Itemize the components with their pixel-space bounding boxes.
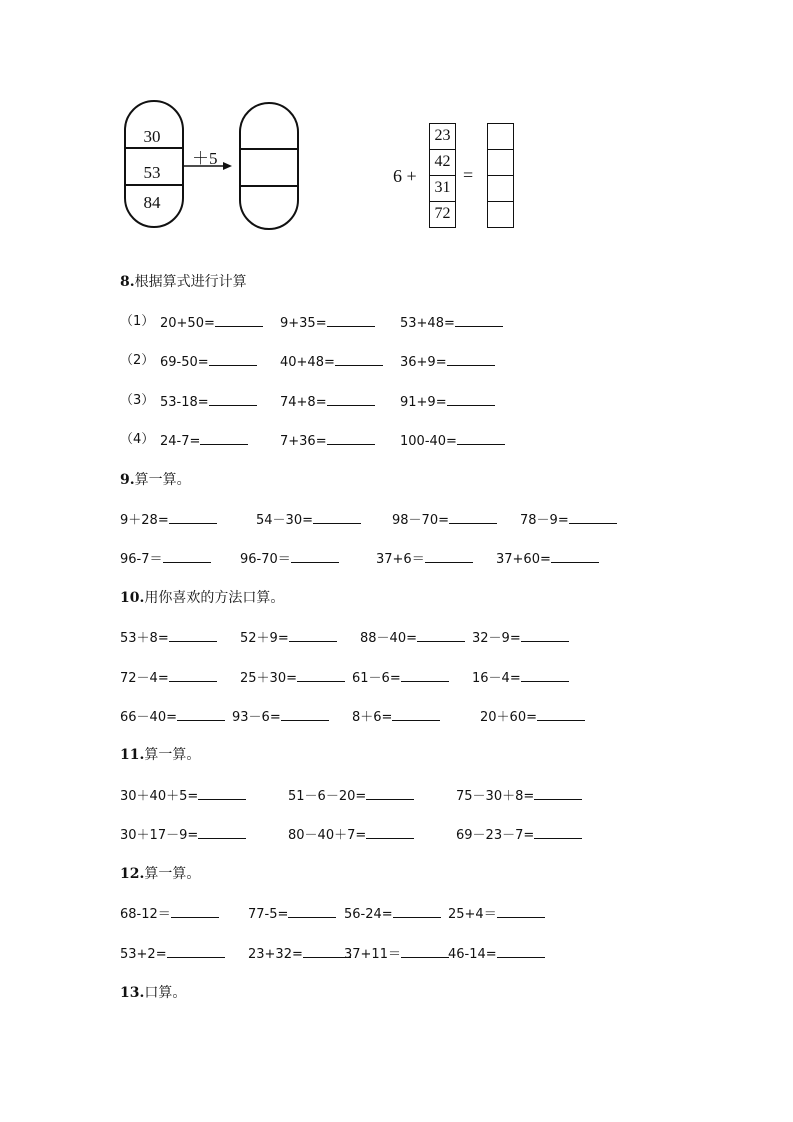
problem-text: 91+9= bbox=[400, 395, 447, 410]
problem bbox=[240, 550, 339, 568]
answer-blank[interactable] bbox=[521, 629, 569, 642]
answer-blank[interactable] bbox=[537, 708, 585, 721]
answer-blank[interactable] bbox=[393, 905, 441, 918]
arrow-icon bbox=[183, 160, 233, 172]
row-label: （2） bbox=[120, 353, 155, 368]
problem-text: 53＋8= bbox=[120, 631, 169, 646]
problem-text: 32－9= bbox=[472, 631, 521, 646]
capsule-value: 84 bbox=[143, 193, 161, 212]
problem bbox=[240, 669, 345, 687]
problem-text: 75－30＋8= bbox=[456, 789, 535, 804]
problem bbox=[120, 945, 225, 963]
section-title: 算一算。 bbox=[134, 472, 191, 488]
problem bbox=[280, 314, 375, 332]
answer-blank[interactable] bbox=[198, 826, 246, 839]
problem-text: 68-12＝ bbox=[120, 907, 171, 922]
problem-text: 53+2= bbox=[120, 947, 167, 962]
problem bbox=[288, 787, 414, 805]
problem bbox=[160, 432, 248, 450]
column-cell: 23 bbox=[429, 123, 456, 150]
problem-text: 30＋17－9= bbox=[120, 828, 199, 843]
problem-text: 9＋28= bbox=[120, 513, 169, 528]
capsule-value: 30 bbox=[143, 127, 161, 146]
problem bbox=[248, 945, 351, 963]
answer-blank[interactable] bbox=[281, 708, 329, 721]
problem bbox=[280, 432, 375, 450]
answer-blank[interactable] bbox=[169, 511, 217, 524]
problem-text: 66－40= bbox=[120, 710, 177, 725]
answer-blank[interactable] bbox=[200, 432, 248, 445]
problem bbox=[240, 629, 337, 647]
problem-text: 40+48= bbox=[280, 355, 335, 370]
problem-text: 53+48= bbox=[400, 316, 455, 331]
problem bbox=[400, 314, 503, 332]
answer-blank[interactable] bbox=[171, 905, 219, 918]
problem bbox=[472, 669, 569, 687]
problem bbox=[376, 550, 473, 568]
problem-text: 98－70= bbox=[392, 513, 449, 528]
problem bbox=[496, 550, 599, 568]
answer-blank[interactable] bbox=[551, 550, 599, 563]
problem-text: 20＋60= bbox=[480, 710, 537, 725]
problem-text: 72－4= bbox=[120, 671, 169, 686]
problem-text: 16－4= bbox=[472, 671, 521, 686]
problem-text: 88－40= bbox=[360, 631, 417, 646]
section-number: 9. bbox=[120, 472, 135, 488]
answer-blank[interactable] bbox=[209, 353, 257, 366]
answer-blank[interactable] bbox=[327, 432, 375, 445]
answer-blank[interactable] bbox=[569, 511, 617, 524]
section-title: 口算。 bbox=[144, 985, 187, 1001]
problem-text: 20+50= bbox=[160, 316, 215, 331]
problem-text: 30＋40＋5= bbox=[120, 789, 199, 804]
answer-blank[interactable] bbox=[497, 905, 545, 918]
operation-label: ＋5 bbox=[192, 149, 218, 168]
answer-blank[interactable] bbox=[288, 905, 336, 918]
problem-text: 24-7= bbox=[160, 434, 201, 449]
section-number: 10. bbox=[120, 590, 145, 606]
row-label: （3） bbox=[120, 393, 155, 408]
problem-text: 77-5= bbox=[248, 907, 289, 922]
capsule-value: 53 bbox=[143, 163, 161, 182]
problem bbox=[160, 393, 257, 411]
problem-text: 51－6－20= bbox=[288, 789, 367, 804]
row-label: （1） bbox=[120, 314, 155, 329]
answer-blank[interactable] bbox=[163, 550, 211, 563]
section-heading bbox=[120, 746, 200, 764]
answer-blank[interactable] bbox=[335, 353, 383, 366]
problem-text: 96-7＝ bbox=[120, 552, 163, 567]
problem-text: 23+32= bbox=[248, 947, 303, 962]
section-heading bbox=[120, 589, 284, 607]
section-number: 8. bbox=[120, 274, 135, 290]
problem bbox=[344, 905, 441, 923]
answer-blank[interactable] bbox=[447, 353, 495, 366]
answer-blank[interactable] bbox=[401, 945, 449, 958]
answer-blank[interactable] bbox=[457, 432, 505, 445]
problem-text: 36+9= bbox=[400, 355, 447, 370]
problem-text: 96-70＝ bbox=[240, 552, 291, 567]
answer-cell bbox=[487, 201, 514, 228]
section-heading bbox=[120, 865, 200, 883]
section-heading bbox=[120, 273, 247, 291]
problem-text: 93－6= bbox=[232, 710, 281, 725]
problem bbox=[360, 629, 465, 647]
problem bbox=[120, 511, 217, 529]
answer-blank[interactable] bbox=[534, 826, 582, 839]
answer-blank[interactable] bbox=[289, 629, 337, 642]
problem-text: 80－40＋7= bbox=[288, 828, 367, 843]
problem-text: 69－23－7= bbox=[456, 828, 535, 843]
section-title: 根据算式进行计算 bbox=[134, 274, 247, 290]
answer-blank[interactable] bbox=[449, 511, 497, 524]
answer-blank[interactable] bbox=[447, 393, 495, 406]
problem bbox=[280, 353, 383, 371]
problem bbox=[480, 708, 585, 726]
answer-blank[interactable] bbox=[521, 669, 569, 682]
problem-text: 100-40= bbox=[400, 434, 457, 449]
problem bbox=[160, 314, 263, 332]
answer-blank[interactable] bbox=[497, 945, 545, 958]
problem-text: 78－9= bbox=[520, 513, 569, 528]
problem-text: 25+4＝ bbox=[448, 907, 497, 922]
problem bbox=[280, 393, 375, 411]
answer-blank[interactable] bbox=[177, 708, 225, 721]
column-cell: 72 bbox=[429, 201, 456, 228]
answer-blank[interactable] bbox=[313, 511, 361, 524]
column-cell: 31 bbox=[429, 175, 456, 202]
answer-blank[interactable] bbox=[417, 629, 465, 642]
answer-blank[interactable] bbox=[327, 314, 375, 327]
row-label: （4） bbox=[120, 432, 155, 447]
answer-blank[interactable] bbox=[366, 787, 414, 800]
problem bbox=[352, 708, 440, 726]
problem bbox=[520, 511, 617, 529]
answer-capsule bbox=[239, 102, 299, 230]
problem-text: 54－30= bbox=[256, 513, 313, 528]
answer-blank[interactable] bbox=[534, 787, 582, 800]
problem-text: 61－6= bbox=[352, 671, 401, 686]
problem bbox=[232, 708, 329, 726]
problem bbox=[160, 353, 257, 371]
problem bbox=[352, 669, 449, 687]
problem-text: 25＋30= bbox=[240, 671, 297, 686]
problem bbox=[120, 629, 217, 647]
section-heading bbox=[120, 984, 186, 1002]
answer-blank[interactable] bbox=[455, 314, 503, 327]
problem-text: 52＋9= bbox=[240, 631, 289, 646]
problem bbox=[248, 905, 336, 923]
problem bbox=[344, 945, 449, 963]
section-number: 12. bbox=[120, 866, 145, 882]
problem-text: 74+8= bbox=[280, 395, 327, 410]
column-prefix: 6 + bbox=[393, 166, 417, 186]
capsule-divider bbox=[126, 184, 182, 186]
problem bbox=[120, 708, 225, 726]
answer-blank[interactable] bbox=[169, 669, 217, 682]
answer-blank[interactable] bbox=[366, 826, 414, 839]
problem bbox=[472, 629, 569, 647]
answer-blank[interactable] bbox=[169, 629, 217, 642]
problem-text: 37+6＝ bbox=[376, 552, 425, 567]
problem bbox=[456, 787, 582, 805]
capsule-divider bbox=[241, 148, 297, 150]
capsule-divider bbox=[126, 147, 182, 149]
section-heading bbox=[120, 471, 191, 489]
answer-cell bbox=[487, 123, 514, 150]
section-number: 11. bbox=[120, 747, 145, 763]
answer-blank[interactable] bbox=[392, 708, 440, 721]
problem bbox=[120, 787, 246, 805]
problem-text: 69-50= bbox=[160, 355, 209, 370]
answer-blank[interactable] bbox=[327, 393, 375, 406]
section-title: 用你喜欢的方法口算。 bbox=[144, 590, 285, 606]
equals-sign: = bbox=[463, 165, 474, 185]
problem-text: 53-18= bbox=[160, 395, 209, 410]
answer-blank[interactable] bbox=[425, 550, 473, 563]
answer-blank[interactable] bbox=[167, 945, 225, 958]
problem bbox=[120, 826, 246, 844]
problem bbox=[448, 945, 545, 963]
answer-blank[interactable] bbox=[291, 550, 339, 563]
section-title: 算一算。 bbox=[144, 747, 201, 763]
answer-blank[interactable] bbox=[198, 787, 246, 800]
problem-text: 56-24= bbox=[344, 907, 393, 922]
section-number: 13. bbox=[120, 985, 145, 1001]
answer-blank[interactable] bbox=[215, 314, 263, 327]
problem-text: 37+60= bbox=[496, 552, 551, 567]
problem bbox=[288, 826, 414, 844]
problem bbox=[120, 905, 219, 923]
problem bbox=[120, 550, 211, 568]
problem bbox=[400, 353, 495, 371]
answer-blank[interactable] bbox=[297, 669, 345, 682]
capsule-divider bbox=[241, 185, 297, 187]
problem bbox=[256, 511, 361, 529]
problem-text: 8＋6= bbox=[352, 710, 393, 725]
column-cell: 42 bbox=[429, 149, 456, 176]
problem bbox=[448, 905, 545, 923]
problem bbox=[400, 393, 495, 411]
problem bbox=[400, 432, 505, 450]
problem-text: 9+35= bbox=[280, 316, 327, 331]
answer-cell bbox=[487, 175, 514, 202]
answer-blank[interactable] bbox=[209, 393, 257, 406]
problem-text: 7+36= bbox=[280, 434, 327, 449]
answer-blank[interactable] bbox=[401, 669, 449, 682]
problem bbox=[392, 511, 497, 529]
section-title: 算一算。 bbox=[144, 866, 201, 882]
answer-cell bbox=[487, 149, 514, 176]
problem-text: 46-14= bbox=[448, 947, 497, 962]
problem bbox=[456, 826, 582, 844]
problem bbox=[120, 669, 217, 687]
problem-text: 37+11＝ bbox=[344, 947, 401, 962]
